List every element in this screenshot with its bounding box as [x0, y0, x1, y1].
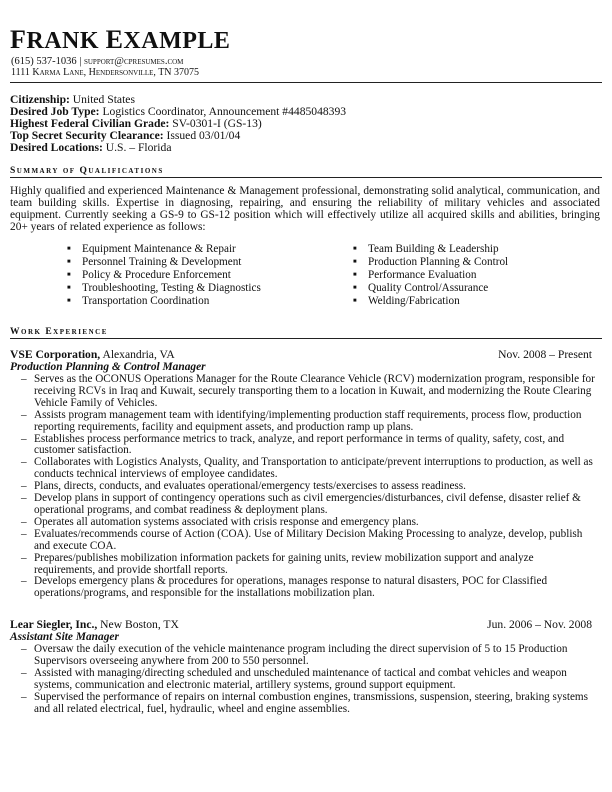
job-dates: Nov. 2008 – Present — [498, 348, 592, 361]
employer: VSE Corporation, — [10, 348, 101, 361]
employer: Lear Siegler, Inc., — [10, 618, 98, 631]
info-label: Citizenship: — [10, 93, 70, 106]
duty-item: – Plans, directs, conducts, and evaluates operational/emergency tests/exercises to assess readiness. — [20, 481, 596, 493]
duties-list — [20, 374, 596, 600]
info-label: Desired Job Type: — [10, 105, 100, 118]
job-title: Production Planning & Control Manager — [10, 361, 206, 373]
skill-item: ■ Team Building & Leadership — [350, 243, 508, 256]
skill-item: ■ Quality Control/Assurance — [350, 282, 508, 295]
header-divider — [10, 82, 602, 83]
experience-heading: Work Experience — [10, 327, 602, 339]
candidate-name — [10, 25, 231, 54]
job-location: Alexandria, VA — [100, 348, 175, 361]
separator: | — [76, 56, 84, 67]
skill-item: ■ Transportation Coordination — [64, 295, 261, 308]
name-initial-last: E — [105, 25, 124, 54]
skills-list-right — [350, 243, 508, 308]
summary-text: Highly qualified and experienced Maintenance & Management professional, demonstrating solid analytical, communication, and team building skills. Expertise in diagnosing, repairing, and ensuring the reliability of military vehicles and associated equipment. Currently seeking a GS-9 to GS-12 position which will effectively utilize all acquired skills and abilities, bringing 20+ years of related experience as follows: — [10, 185, 600, 233]
skills-list-left — [64, 243, 261, 308]
info-value: U.S. – Florida — [102, 141, 172, 154]
duty-item: – Supervised the performance of repairs on internal combustion engines, transmissions, suspension, steering, braking systems and all related electrical, fuel, hydraulic, wheel and engine assemblies. — [20, 692, 596, 716]
info-value: Issued 03/01/04 — [163, 129, 241, 142]
skill-item: ■ Production Planning & Control — [350, 256, 508, 269]
info-value: United States — [69, 93, 135, 106]
duty-item: – Collaborates with Logistics Analysts, Quality, and Transportation to anticipate/prevent interruptions to production, as well as conducts technical interviews of employee candidates. — [20, 457, 596, 481]
job-header — [10, 619, 600, 631]
name-first-rest: RANK — [26, 28, 106, 54]
job-header — [10, 349, 600, 361]
address: 1111 Karma Lane, Hendersonville, TN 37075 — [11, 67, 200, 78]
info-label: Highest Federal Civilian Grade: — [10, 117, 170, 130]
job-title: Assistant Site Manager — [10, 631, 119, 643]
job-dates: Jun. 2006 – Nov. 2008 — [487, 618, 592, 631]
duties-list — [20, 644, 596, 715]
info-label: Desired Locations: — [10, 141, 103, 154]
skill-item: ■ Performance Evaluation — [350, 269, 508, 282]
skill-item: ■ Troubleshooting, Testing & Diagnostics — [64, 282, 261, 295]
info-row — [10, 142, 346, 154]
duty-item: – Develops emergency plans & procedures for operations, manages response to natural disasters, POC for Classified operations/programs, and responsible for the installations mobilization plan. — [20, 576, 596, 600]
job-location: New Boston, TX — [97, 618, 179, 631]
duty-item: – Assists program management team with identifying/implementing production staff requirements, process flow, production reporting requirements, facility and equipment assets, and production ramp up plans. — [20, 410, 596, 434]
name-initial-first: F — [10, 25, 27, 54]
summary-heading: Summary of Qualifications — [10, 166, 602, 178]
info-value: Logistics Coordinator, Announcement #4485048393 — [99, 105, 347, 118]
phone: (615) 537-1036 — [11, 56, 77, 67]
duty-item: – Serves as the OCONUS Operations Manager for the Route Clearance Vehicle (RCV) modernization program, responsible for receiving RCVs in Iraq and Kuwait, securely transporting them to a location in Kuwait, and modernizing the Route Clearing Vehicle Family of Vehicles. — [20, 374, 596, 410]
duty-item: – Evaluates/recommends course of Action (COA). Use of Military Decision Making Processing to analyze, develop, publish and execute COA. — [20, 529, 596, 553]
skill-item: ■ Welding/Fabrication — [350, 295, 508, 308]
info-value: SV-0301-I (GS-13) — [169, 117, 262, 130]
duty-item: – Establishes process performance metrics to track, analyze, and report performance in terms of quality, safety, cost, and customer satisfaction. — [20, 434, 596, 458]
name-last-rest: XAMPLE — [123, 28, 231, 54]
duty-item: – Prepares/publishes mobilization information packets for gaining units, review mobilization support and analyze requirements, and provide shortfall reports. — [20, 553, 596, 577]
email: support@cpresumes.com — [83, 56, 184, 67]
info-label: Top Secret Security Clearance: — [10, 129, 164, 142]
skill-item: ■ Equipment Maintenance & Repair — [64, 243, 261, 256]
duty-item: – Assisted with managing/directing scheduled and unscheduled maintenance of tactical and combat vehicles and weapon systems, communication and electronic material, artillery systems, ground support equipment. — [20, 668, 596, 692]
duty-item: – Oversaw the daily execution of the vehicle maintenance program including the direct supervision of 5 to 15 Production Supervisors overseeing anywhere from 200 to 550 personnel. — [20, 644, 596, 668]
skill-item: ■ Policy & Procedure Enforcement — [64, 269, 261, 282]
personal-info — [10, 94, 346, 154]
skill-item: ■ Personnel Training & Development — [64, 256, 261, 269]
duty-item: – Develop plans in support of contingency operations such as civil emergencies/disturbances, civil defense, disaster relief & operational programs, and combat readiness & deployment plans. — [20, 493, 596, 517]
duty-item: – Operates all automation systems associated with crisis response and emergency plans. — [20, 517, 596, 529]
